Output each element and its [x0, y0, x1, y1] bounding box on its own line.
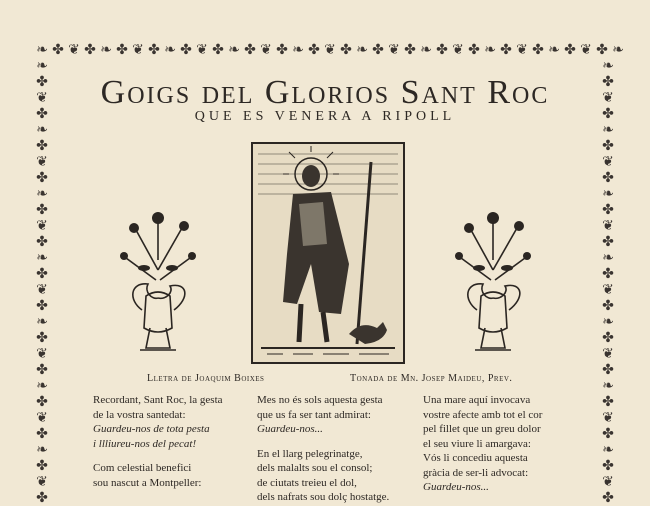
- border-ornament-icon: ✤: [36, 106, 48, 122]
- border-ornament-icon: ✤: [532, 42, 544, 58]
- border-ornament-icon: ✤: [404, 42, 416, 58]
- border-ornament-icon: ✤: [36, 490, 48, 506]
- verse-line: gràcia de ser-li advocat:: [423, 466, 529, 479]
- verse-line: que us fa ser tant admirat:: [257, 408, 371, 421]
- border-ornament-icon: ✤: [340, 42, 352, 58]
- border-ornament-icon: ✤: [212, 42, 224, 58]
- border-ornament-icon: ✤: [602, 458, 614, 474]
- border-ornament-icon: ❦: [602, 154, 614, 170]
- verse-line: Recordant, Sant Roc, la gesta: [93, 394, 223, 406]
- border-ornament-icon: ✤: [372, 42, 384, 58]
- border-ornament-icon: ✤: [148, 42, 160, 58]
- border-ornament-icon: ✤: [602, 298, 614, 314]
- verse-line: dels nafrats sou dolç hostatge.: [257, 491, 390, 503]
- border-ornament-icon: ❧: [36, 122, 48, 138]
- border-ornament-icon: ❧: [602, 58, 614, 74]
- page-subtitle: QUE ES VENERA A RIPOLL: [194, 109, 456, 124]
- verse-refrain: i llliureu-nos del pecat!: [93, 437, 197, 450]
- border-ornament-icon: ✤: [52, 42, 64, 58]
- border-ornament-icon: ✤: [308, 42, 320, 58]
- border-ornament-icon: ❧: [292, 42, 304, 58]
- flower-vase-ornament-left: [108, 200, 208, 360]
- border-ornament-icon: ❧: [36, 58, 48, 74]
- verse-line: Com celestial benefici: [93, 462, 192, 474]
- ornamental-border-top: [34, 42, 624, 58]
- border-ornament-icon: ✤: [602, 138, 614, 154]
- border-ornament-icon: ✤: [468, 42, 480, 58]
- border-ornament-icon: ✤: [602, 426, 614, 442]
- border-ornament-icon: ✤: [36, 362, 48, 378]
- border-ornament-icon: ❦: [602, 474, 614, 490]
- border-ornament-icon: ✤: [36, 202, 48, 218]
- border-ornament-icon: ✤: [276, 42, 288, 58]
- border-ornament-icon: ❧: [36, 442, 48, 458]
- border-ornament-icon: ❦: [602, 218, 614, 234]
- border-ornament-icon: ❧: [602, 186, 614, 202]
- border-ornament-icon: ❦: [36, 282, 48, 298]
- woodcut-saint-roc: [251, 142, 405, 364]
- border-ornament-icon: ❧: [602, 122, 614, 138]
- border-ornament-icon: ❦: [36, 90, 48, 106]
- border-ornament-icon: ❧: [548, 42, 560, 58]
- border-ornament-icon: ❦: [36, 154, 48, 170]
- verse-refrain: Guardeu-nos de tota pesta: [93, 423, 210, 435]
- border-ornament-icon: ✤: [36, 298, 48, 314]
- verse-line: dels malalts sou el consol;: [257, 462, 373, 474]
- border-ornament-icon: ✤: [564, 42, 576, 58]
- border-ornament-icon: ❧: [36, 250, 48, 266]
- border-ornament-icon: ❦: [196, 42, 208, 58]
- border-ornament-icon: ❦: [602, 90, 614, 106]
- border-ornament-icon: ✤: [500, 42, 512, 58]
- border-ornament-icon: ❧: [602, 314, 614, 330]
- border-ornament-icon: ❧: [36, 186, 48, 202]
- border-ornament-icon: ❦: [452, 42, 464, 58]
- border-ornament-icon: ✤: [84, 42, 96, 58]
- border-ornament-icon: ✤: [602, 234, 614, 250]
- border-ornament-icon: ✤: [36, 74, 48, 90]
- border-ornament-icon: ❦: [516, 42, 528, 58]
- verse-column-1: [93, 393, 223, 490]
- flower-vase-ornament-right: [443, 200, 543, 360]
- border-ornament-icon: ✤: [602, 106, 614, 122]
- verse-line: En el llarg pelegrinatge,: [257, 447, 363, 460]
- ornamental-border-left: [34, 58, 50, 506]
- border-ornament-icon: ❦: [68, 42, 80, 58]
- verse-line: Vós li concediu aquesta: [423, 452, 528, 464]
- border-ornament-icon: ❧: [36, 378, 48, 394]
- verse-line: Una mare aquí invocava: [423, 394, 531, 406]
- border-ornament-icon: ❦: [602, 282, 614, 298]
- border-ornament-icon: ✤: [602, 394, 614, 410]
- border-ornament-icon: ✤: [36, 330, 48, 346]
- border-ornament-icon: ❧: [100, 42, 112, 58]
- border-ornament-icon: ✤: [602, 330, 614, 346]
- ornamental-border-right: [600, 58, 616, 506]
- verse-refrain: Guardeu-nos...: [257, 423, 323, 435]
- border-ornament-icon: ✤: [602, 490, 614, 506]
- border-ornament-icon: ✤: [244, 42, 256, 58]
- verse-line: vostre afecte amb tot el cor: [423, 408, 543, 421]
- border-ornament-icon: ❧: [164, 42, 176, 58]
- border-ornament-icon: ❧: [356, 42, 368, 58]
- border-ornament-icon: ❦: [324, 42, 336, 58]
- border-ornament-icon: ❧: [420, 42, 432, 58]
- border-ornament-icon: ❦: [36, 410, 48, 426]
- lyrics-credit: Lletra de Joaquim Boixes: [147, 373, 265, 384]
- verse-line: el seu viure li amargava:: [423, 437, 531, 450]
- border-ornament-icon: ✤: [36, 458, 48, 474]
- border-ornament-icon: ✤: [596, 42, 608, 58]
- border-ornament-icon: ✤: [436, 42, 448, 58]
- border-ornament-icon: ❦: [36, 218, 48, 234]
- border-ornament-icon: ✤: [602, 74, 614, 90]
- border-ornament-icon: ❧: [602, 442, 614, 458]
- border-ornament-icon: ❧: [36, 42, 48, 58]
- border-ornament-icon: ❦: [260, 42, 272, 58]
- verse-column-3: [423, 393, 542, 495]
- verse-line: Mes no és sols aquesta gesta: [257, 394, 383, 406]
- border-ornament-icon: ❧: [612, 42, 624, 58]
- border-ornament-icon: ✤: [602, 362, 614, 378]
- border-ornament-icon: ✤: [602, 170, 614, 186]
- border-ornament-icon: ❦: [36, 474, 48, 490]
- border-ornament-icon: ❦: [388, 42, 400, 58]
- verse-line: de ciutats treieu el dol,: [257, 476, 357, 489]
- border-ornament-icon: ❧: [36, 314, 48, 330]
- border-ornament-icon: ❧: [602, 250, 614, 266]
- page-title: Goigs del Glorios Sant Roc: [100, 74, 550, 111]
- border-ornament-icon: ✤: [602, 266, 614, 282]
- border-ornament-icon: ❦: [580, 42, 592, 58]
- border-ornament-icon: ❦: [132, 42, 144, 58]
- music-credit: Tonada de Mn. Josep Maideu, Prev.: [350, 373, 513, 384]
- border-ornament-icon: ❧: [602, 378, 614, 394]
- border-ornament-icon: ✤: [36, 426, 48, 442]
- border-ornament-icon: ❦: [602, 346, 614, 362]
- border-ornament-icon: ❦: [36, 346, 48, 362]
- border-ornament-icon: ❦: [602, 410, 614, 426]
- border-ornament-icon: ✤: [36, 138, 48, 154]
- verse-column-2: [257, 393, 389, 505]
- border-ornament-icon: ✤: [602, 202, 614, 218]
- border-ornament-icon: ✤: [36, 170, 48, 186]
- border-ornament-icon: ❧: [228, 42, 240, 58]
- verse-refrain: Guardeu-nos...: [423, 481, 489, 493]
- border-ornament-icon: ✤: [180, 42, 192, 58]
- border-ornament-icon: ❧: [484, 42, 496, 58]
- border-ornament-icon: ✤: [36, 394, 48, 410]
- verse-line: sou nascut a Montpeller:: [93, 476, 202, 489]
- verse-line: pel fillet que un greu dolor: [423, 423, 541, 435]
- border-ornament-icon: ✤: [36, 266, 48, 282]
- border-ornament-icon: ✤: [36, 234, 48, 250]
- border-ornament-icon: ✤: [116, 42, 128, 58]
- verse-line: de la vostra santedat:: [93, 408, 186, 421]
